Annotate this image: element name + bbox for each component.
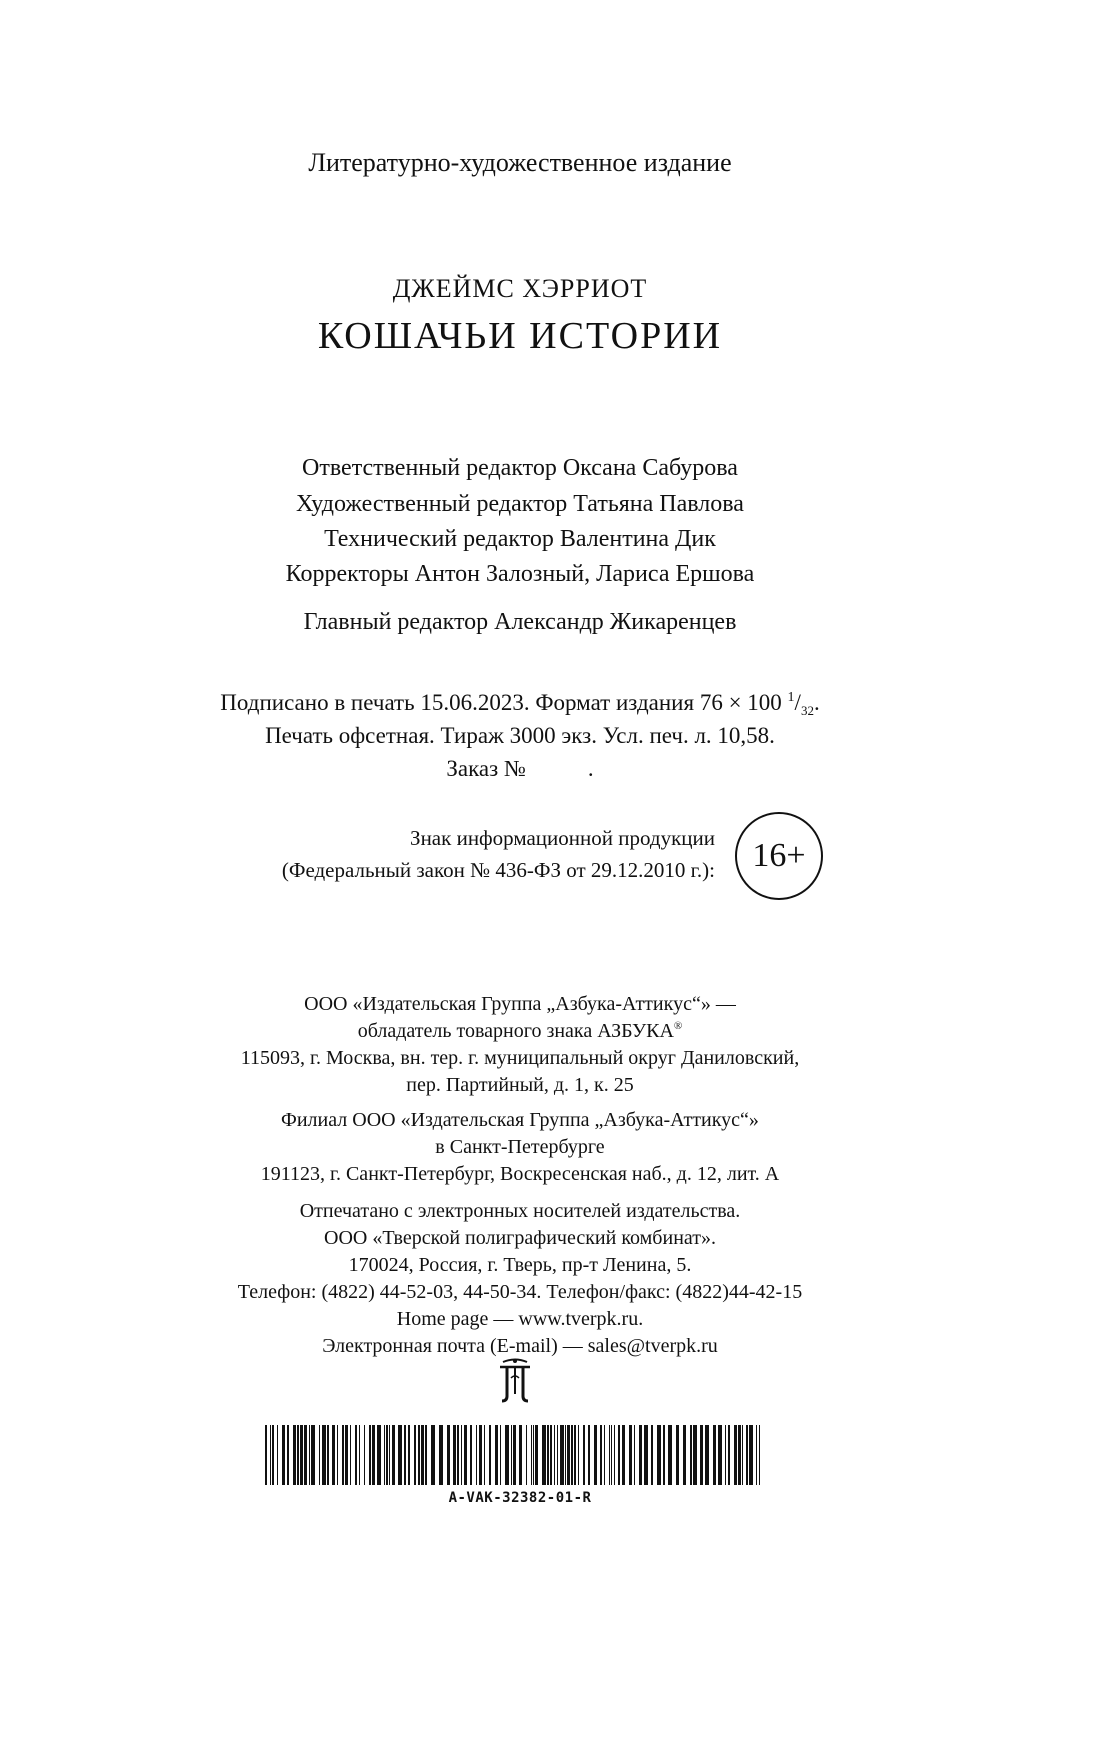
author-name: ДЖЕЙМС ХЭРРИОТ: [392, 274, 648, 303]
format-numerator: 1: [787, 690, 795, 705]
publisher-name: ООО «Издательская Группа „Азбука-Аттикус“» —: [304, 993, 736, 1015]
edition-type: Литературно-художественное издание: [308, 148, 732, 177]
printer-name: ООО «Тверской полиграфический комбинат».: [324, 1227, 716, 1249]
print-run-line: Печать офсетная. Тираж 3000 экз. Усл. печ. л. 10,58.: [265, 723, 775, 748]
format-slash: /: [794, 690, 801, 715]
order-label: Заказ №: [446, 756, 526, 781]
registered-mark: ®: [673, 1020, 683, 1032]
order-number-line: [0, 756, 1040, 782]
branch-name: Филиал ООО «Издательская Группа „Азбука-Аттикус“»: [281, 1109, 759, 1131]
print-signed-end: .: [813, 690, 820, 715]
technical-editor: Технический редактор Валентина Дик: [324, 526, 716, 552]
info-product-label: Знак информационной продукции: [410, 826, 715, 850]
art-editor: Художественный редактор Татьяна Павлова: [296, 491, 744, 517]
printer-line-1: Отпечатано с электронных носителей издательства.: [299, 1200, 741, 1222]
trademark-holder-line: [0, 1020, 1040, 1043]
order-end: .: [587, 756, 594, 781]
printer-email: Электронная почта (E-mail) — sales@tverpk.ru: [322, 1335, 718, 1357]
federal-law-label: (Федеральный закон № 436-ФЗ от 29.12.2010 г.):: [281, 858, 715, 882]
printer-phone: Телефон: (4822) 44-52-03, 44-50-34. Телефон/факс: (4822)44-42-15: [237, 1281, 803, 1303]
publisher-address-line2: пер. Партийный, д. 1, к. 25: [406, 1074, 634, 1096]
barcode-code: A-VAK-32382-01-R: [448, 1490, 592, 1506]
barcode: [263, 1425, 765, 1485]
branch-city: в Санкт-Петербурге: [435, 1136, 605, 1158]
book-title: КОШАЧЬИ ИСТОРИИ: [317, 315, 723, 357]
trademark-holder-text: обладатель товарного знака АЗБУКА: [357, 1020, 674, 1042]
branch-address: 191123, г. Санкт-Петербург, Воскресенская наб., д. 12, лит. А: [260, 1163, 780, 1185]
proofreaders: Корректоры Антон Залозный, Лариса Ершова: [285, 561, 755, 587]
printer-address: 170024, Россия, г. Тверь, пр-т Ленина, 5.: [348, 1254, 692, 1276]
responsible-editor: Ответственный редактор Оксана Сабурова: [302, 455, 738, 481]
format-denominator: 32: [800, 703, 814, 718]
age-rating-badge: 16+: [735, 812, 823, 900]
chief-editor: Главный редактор Александр Жикаренцев: [303, 609, 737, 635]
printer-logo-icon: [497, 1358, 533, 1404]
print-signed-text: Подписано в печать 15.06.2023. Формат издания 76 × 100: [220, 690, 788, 715]
publisher-address-line1: 115093, г. Москва, вн. тер. г. муниципальный округ Даниловский,: [240, 1047, 800, 1069]
print-signed-line: [0, 690, 1040, 716]
printer-homepage: Home page — www.tverpk.ru.: [396, 1308, 644, 1330]
